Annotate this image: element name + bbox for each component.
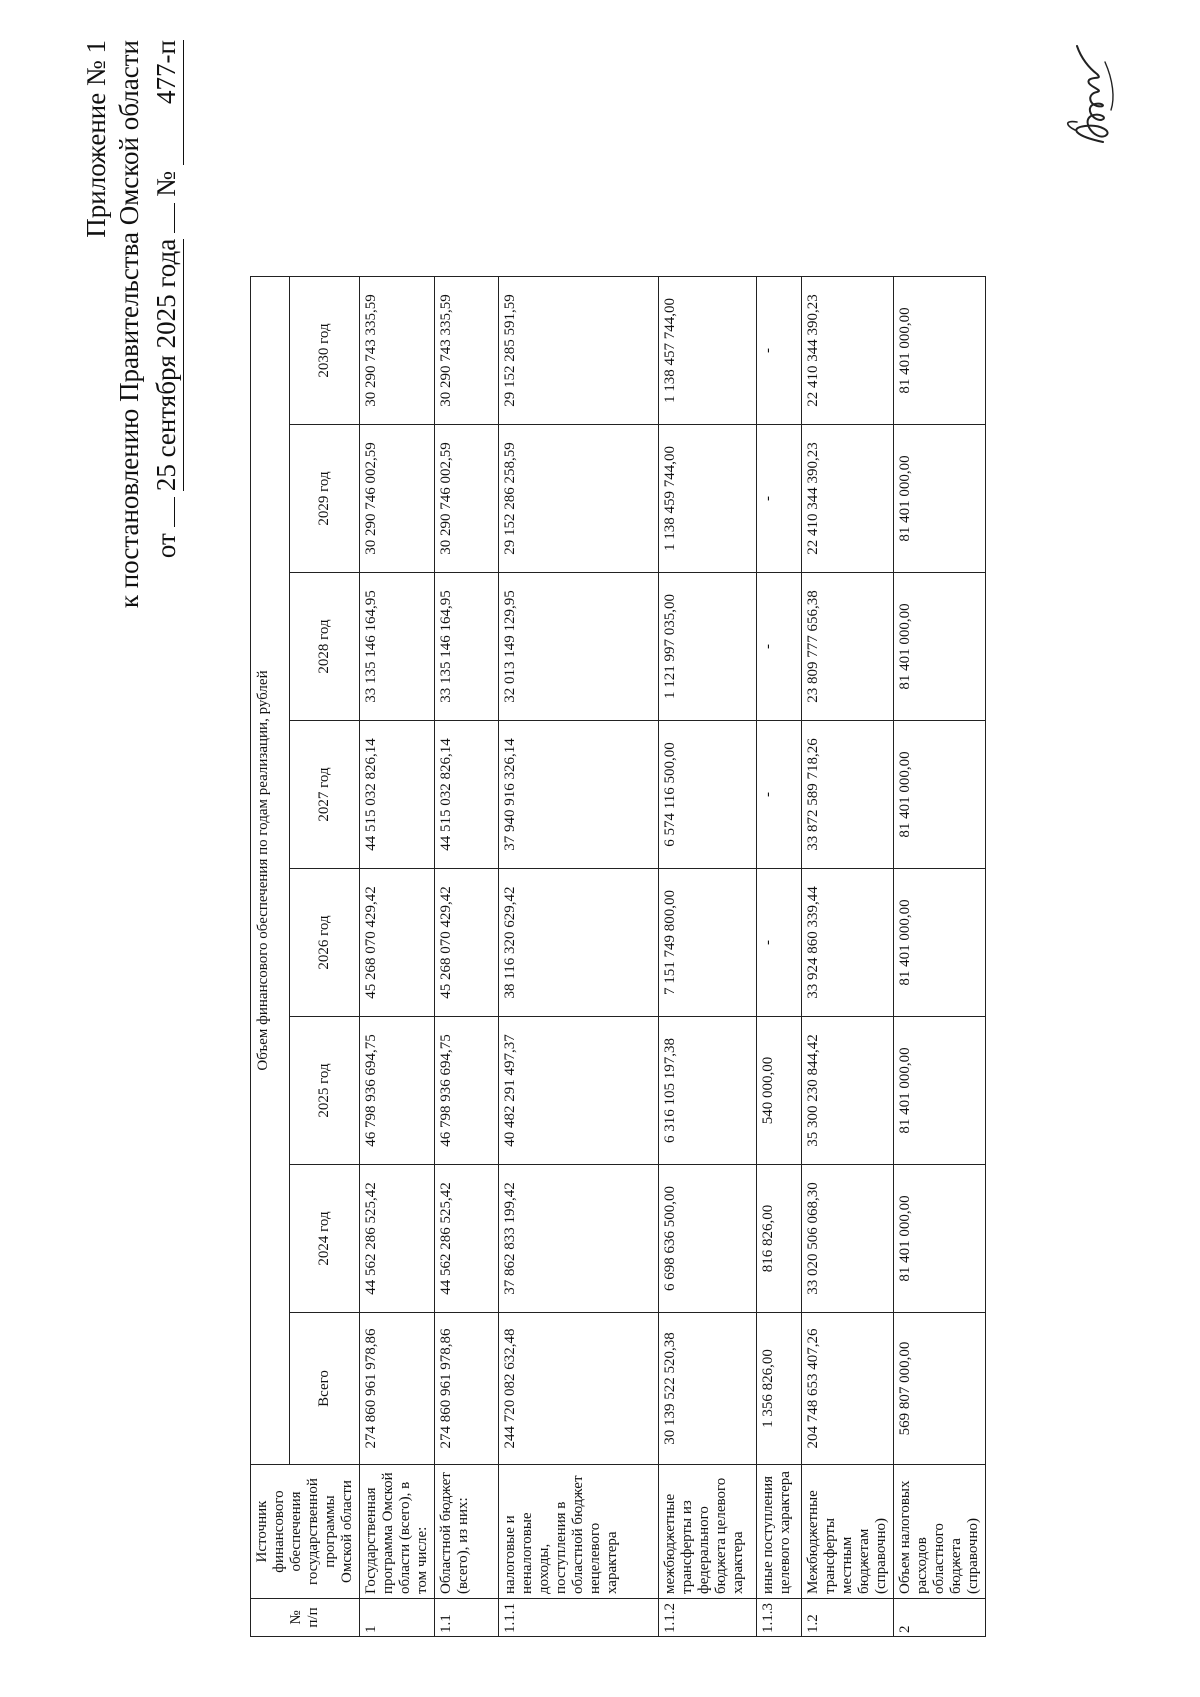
cell-value: 274 860 961 978,86 <box>435 1313 499 1465</box>
cell-value: 40 482 291 497,37 <box>499 1017 659 1165</box>
cell-value: 33 020 506 068,30 <box>802 1165 894 1313</box>
table-row <box>757 277 802 1637</box>
row-source: Областной бюджет (всего), из них: <box>435 1465 499 1599</box>
cell-value: 81 401 000,00 <box>894 1165 986 1313</box>
cell-value: 81 401 000,00 <box>894 721 986 869</box>
column-header-source: Источник финансового обеспечения государственной программы Омской области <box>251 1465 360 1599</box>
financing-table <box>250 276 986 1637</box>
table-row <box>499 277 659 1637</box>
row-number: 1.1.2 <box>659 1599 757 1637</box>
cell-value: 44 515 032 826,14 <box>360 721 435 869</box>
column-header-year: 2029 год <box>290 425 360 573</box>
cell-value: 81 401 000,00 <box>894 277 986 425</box>
cell-value: 45 268 070 429,42 <box>360 869 435 1017</box>
cell-value: 569 807 000,00 <box>894 1313 986 1465</box>
row-source: Государственная программа Омской области (всего), в том числе: <box>360 1465 435 1599</box>
cell-value: 30 290 746 002,59 <box>435 425 499 573</box>
row-number: 1.1.1 <box>499 1599 659 1637</box>
cell-value: 30 139 522 520,38 <box>659 1313 757 1465</box>
column-header-year: 2027 год <box>290 721 360 869</box>
table-row <box>435 277 499 1637</box>
table-row <box>659 277 757 1637</box>
cell-value: 7 151 749 800,00 <box>659 869 757 1017</box>
cell-value: 37 862 833 199,42 <box>499 1165 659 1313</box>
cell-value: 44 562 286 525,42 <box>435 1165 499 1313</box>
cell-value: 33 135 146 164,95 <box>360 573 435 721</box>
appendix-title: Приложение № 1 <box>81 40 111 238</box>
cell-value: 22 410 344 390,23 <box>802 425 894 573</box>
table-row <box>360 277 435 1637</box>
table-row <box>894 277 986 1637</box>
cell-value: 6 698 636 500,00 <box>659 1165 757 1313</box>
cell-value: 1 356 826,00 <box>757 1313 802 1465</box>
cell-value: 81 401 000,00 <box>894 869 986 1017</box>
row-source: межбюджетные трансферты из федерального бюджета целевого характера <box>659 1465 757 1599</box>
cell-value: 204 748 653 407,26 <box>802 1313 894 1465</box>
column-header-number: № п/п <box>251 1599 360 1637</box>
cell-value: - <box>757 721 802 869</box>
row-number: 1.1 <box>435 1599 499 1637</box>
cell-value: 30 290 743 335,59 <box>435 277 499 425</box>
column-header-year: 2024 год <box>290 1165 360 1313</box>
row-source: Межбюджетные трансферты местным бюджетам (справочно) <box>802 1465 894 1599</box>
cell-value: 1 121 997 035,00 <box>659 573 757 721</box>
cell-value: 46 798 936 694,75 <box>360 1017 435 1165</box>
cell-value: 22 410 344 390,23 <box>802 277 894 425</box>
row-number: 1.2 <box>802 1599 894 1637</box>
cell-value: 540 000,00 <box>757 1017 802 1165</box>
cell-value: 30 290 743 335,59 <box>360 277 435 425</box>
column-header-year: 2026 год <box>290 869 360 1017</box>
cell-value: 274 860 961 978,86 <box>360 1313 435 1465</box>
cell-value: - <box>757 573 802 721</box>
row-source: Объем налоговых расходов областного бюджета (справочно) <box>894 1465 986 1599</box>
cell-value: 44 515 032 826,14 <box>435 721 499 869</box>
decree-reference <box>150 40 184 608</box>
row-source: налоговые и неналоговые доходы, поступления в областной бюджет нецелевого характера <box>499 1465 659 1599</box>
cell-value: 45 268 070 429,42 <box>435 869 499 1017</box>
handwritten-signature <box>1055 40 1125 150</box>
column-header-year: 2030 год <box>290 277 360 425</box>
appendix-subtitle: к постановлению Правительства Омской области <box>114 40 144 609</box>
cell-value: 6 574 116 500,00 <box>659 721 757 869</box>
cell-value: 32 013 149 129,95 <box>499 573 659 721</box>
column-header-volume: Объем финансового обеспечения по годам реализации, рублей <box>251 277 290 1465</box>
cell-value: 37 940 916 326,14 <box>499 721 659 869</box>
underline-blank <box>174 497 175 527</box>
cell-value: 81 401 000,00 <box>894 425 986 573</box>
cell-value: 6 316 105 197,38 <box>659 1017 757 1165</box>
cell-value: 81 401 000,00 <box>894 573 986 721</box>
cell-value: 46 798 936 694,75 <box>435 1017 499 1165</box>
cell-value: 23 809 777 656,38 <box>802 573 894 721</box>
cell-value: 38 116 320 629,42 <box>499 869 659 1017</box>
financing-table-container <box>250 276 986 1637</box>
decree-date: 25 сентября 2025 года <box>150 239 184 491</box>
year-header-row <box>290 277 360 1637</box>
column-header-year: 2028 год <box>290 573 360 721</box>
document-header <box>80 40 184 608</box>
cell-value: 33 135 146 164,95 <box>435 573 499 721</box>
cell-value: 29 152 286 258,59 <box>499 425 659 573</box>
cell-value: 29 152 285 591,59 <box>499 277 659 425</box>
cell-value: - <box>757 425 802 573</box>
cell-value: 30 290 746 002,59 <box>360 425 435 573</box>
column-header-year: 2025 год <box>290 1017 360 1165</box>
decree-number: 477-п <box>150 40 184 165</box>
cell-value: 816 826,00 <box>757 1165 802 1313</box>
cell-value: 1 138 457 744,00 <box>659 277 757 425</box>
cell-value: 81 401 000,00 <box>894 1017 986 1165</box>
cell-value: 33 924 860 339,44 <box>802 869 894 1017</box>
cell-value: 244 720 082 632,48 <box>499 1313 659 1465</box>
column-header-total: Всего <box>290 1313 360 1465</box>
underline-blank <box>174 203 175 233</box>
table-row <box>802 277 894 1637</box>
date-prefix: от <box>151 533 181 559</box>
cell-value: - <box>757 277 802 425</box>
row-number: 1.1.3 <box>757 1599 802 1637</box>
row-source: иные поступления целевого характера <box>757 1465 802 1599</box>
cell-value: 1 138 459 744,00 <box>659 425 757 573</box>
number-sign: № <box>151 171 181 197</box>
cell-value: 35 300 230 844,42 <box>802 1017 894 1165</box>
cell-value: - <box>757 869 802 1017</box>
cell-value: 33 872 589 718,26 <box>802 721 894 869</box>
row-number: 2 <box>894 1599 986 1637</box>
cell-value: 44 562 286 525,42 <box>360 1165 435 1313</box>
row-number: 1 <box>360 1599 435 1637</box>
